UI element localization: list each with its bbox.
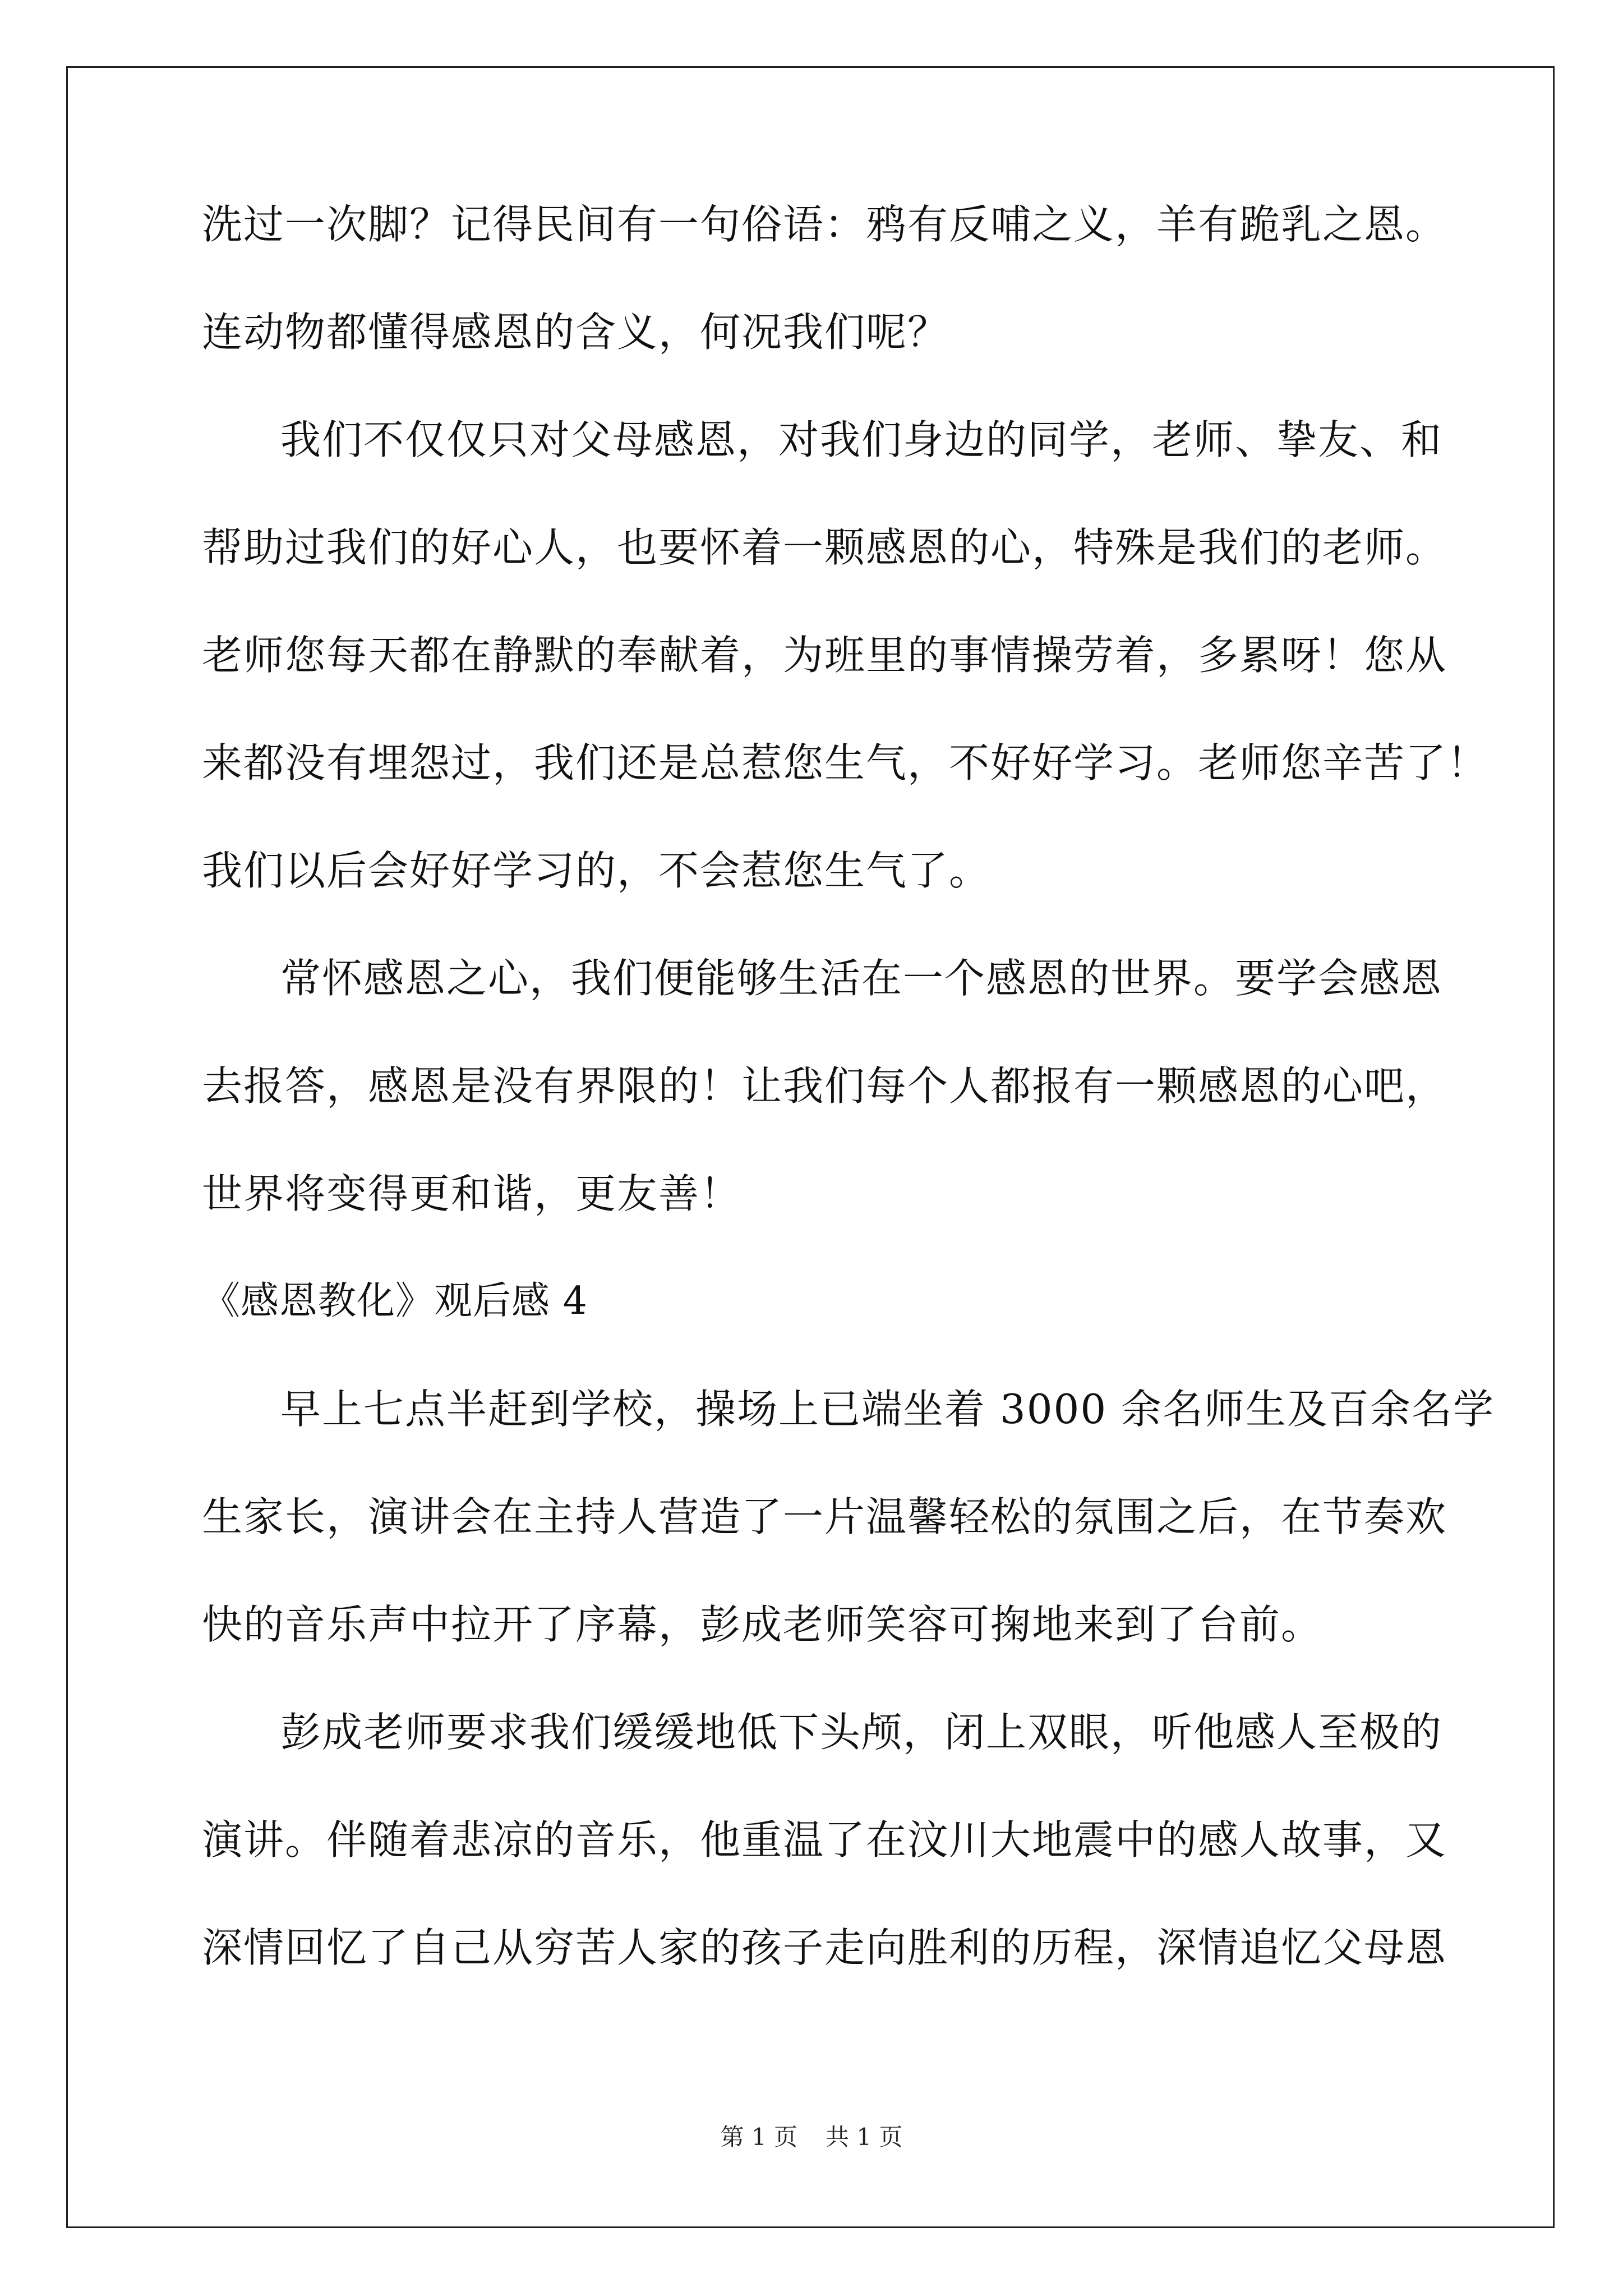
text-line: 连动物都懂得感恩的含义，何况我们呢？ bbox=[202, 309, 949, 356]
text-line: 演讲。伴随着悲凉的音乐，他重温了在汶川大地震中的感人故事，又 bbox=[202, 1816, 1447, 1864]
text-line: 深情回忆了自己从穷苦人家的孩子走向胜利的历程，深情追忆父母恩 bbox=[202, 1924, 1447, 1971]
paragraph-2 bbox=[202, 413, 1489, 898]
text-line: 老师您每天都在静默的奉献着，为班里的事情操劳着，多累呀！您从 bbox=[202, 632, 1447, 679]
text-line: 早上七点半赶到学校，操场上已端坐着 3000 余名师生及百余名学 bbox=[280, 1386, 1495, 1433]
text-line: 彭成老师要求我们缓缓地低下头颅，闭上双眼，听他感人至极的 bbox=[280, 1709, 1443, 1756]
page-footer bbox=[0, 2120, 1623, 2154]
text-line: 世界将变得更和谐，更友善！ bbox=[202, 1170, 742, 1217]
paragraph-4 bbox=[202, 1382, 1495, 1651]
text-line: 来都没有埋怨过，我们还是总惹您生气，不好好学习。老师您辛苦了！ bbox=[202, 739, 1489, 786]
page-total: 共 1 页 bbox=[826, 2123, 903, 2151]
paragraph-3 bbox=[202, 951, 1447, 1221]
document-body bbox=[202, 197, 1495, 1975]
paragraph-1 bbox=[202, 197, 1447, 359]
text-line: 去报答，感恩是没有界限的！让我们每个人都报有一颗感恩的心吧， bbox=[202, 1062, 1447, 1110]
section-heading bbox=[202, 1274, 1430, 1328]
text-line: 常怀感恩之心，我们便能够生活在一个感恩的世界。要学会感恩 bbox=[280, 955, 1443, 1002]
text-line: 快的音乐声中拉开了序幕，彭成老师笑容可掬地来到了台前。 bbox=[202, 1601, 1323, 1648]
paragraph-5 bbox=[202, 1705, 1447, 1975]
page-number: 第 1 页 bbox=[720, 2123, 797, 2151]
text-line: 洗过一次脚？记得民间有一句俗语：鸦有反哺之义，羊有跪乳之恩。 bbox=[202, 201, 1447, 248]
text-line: 我们以后会好好学习的，不会惹您生气了。 bbox=[202, 847, 991, 894]
text-line: 生家长，演讲会在主持人营造了一片温馨轻松的氛围之后，在节奏欢 bbox=[202, 1493, 1447, 1540]
text-line: 我们不仅仅只对父母感恩，对我们身边的同学，老师、挚友、和 bbox=[280, 416, 1443, 463]
text-line: 帮助过我们的好心人，也要怀着一颗感恩的心，特殊是我们的老师。 bbox=[202, 524, 1447, 571]
heading-text: 《感恩教化》观后感 4 bbox=[202, 1279, 588, 1323]
